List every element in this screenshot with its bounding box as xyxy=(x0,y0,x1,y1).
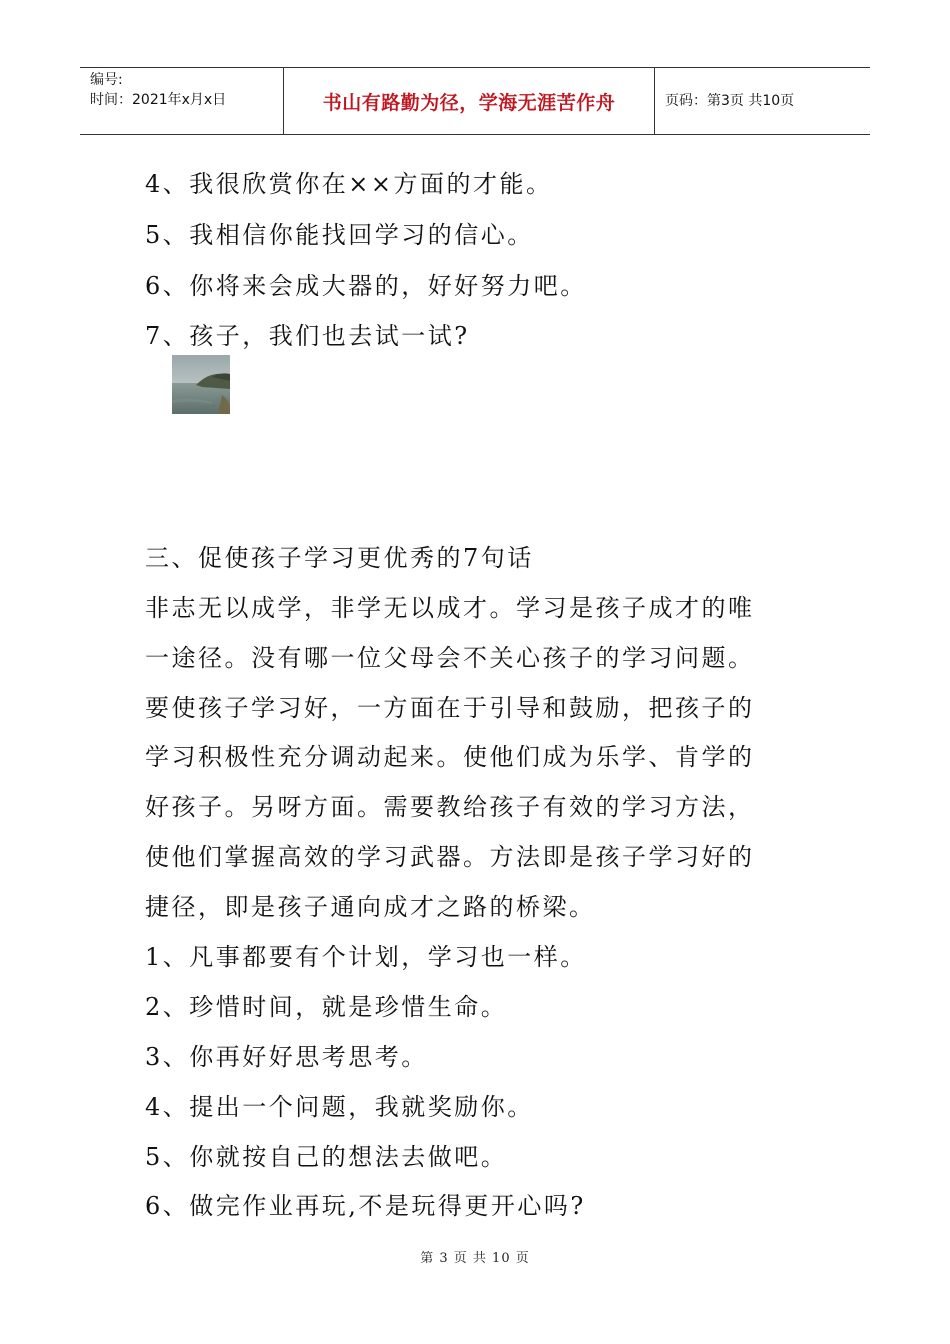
page-footer: 第 3 页 共 10 页 xyxy=(420,1251,530,1266)
header-left-cell xyxy=(80,68,283,134)
paragraph-line: 非志无以成学，非学无以成才。学习是孩子成才的唯 xyxy=(145,594,755,622)
paragraph-line: 一途径。没有哪一位父母会不关心孩子的学习问题。 xyxy=(145,644,755,672)
list-item: 5、你就按自己的想法去做吧。 xyxy=(145,1143,508,1171)
list-item: 4、我很欣赏你在××方面的才能。 xyxy=(145,170,553,198)
page-header xyxy=(80,67,870,135)
list-item: 3、你再好好思考思考。 xyxy=(145,1043,428,1071)
seascape-photo xyxy=(172,355,230,414)
header-right-cell xyxy=(655,68,870,134)
paragraph-line: 学习积极性充分调动起来。使他们成为乐学、肯学的 xyxy=(145,743,755,771)
header-page-label: 页码：第3页 共10页 xyxy=(665,93,795,109)
paragraph-line: 好孩子。另呀方面。需要教给孩子有效的学习方法， xyxy=(145,793,755,821)
list-item: 6、你将来会成大器的，好好努力吧。 xyxy=(145,272,587,300)
header-motto: 书山有路勤为径，学海无涯苦作舟 xyxy=(322,91,616,114)
paragraph-line: 要使孩子学习好，一方面在于引导和鼓励，把孩子的 xyxy=(145,694,755,722)
paragraph-line: 使他们掌握高效的学习武器。方法即是孩子学习好的 xyxy=(145,843,755,871)
list-item: 1、凡事都要有个计划，学习也一样。 xyxy=(145,943,587,971)
list-item: 2、珍惜时间，就是珍惜生命。 xyxy=(145,993,508,1021)
section-title: 三、促使孩子学习更优秀的7句话 xyxy=(145,544,534,572)
list-item: 7、孩子，我们也去试一试? xyxy=(145,322,470,350)
list-item: 5、我相信你能找回学习的信心。 xyxy=(145,221,534,249)
list-item: 6、做完作业再玩,不是玩得更开心吗? xyxy=(145,1192,586,1220)
list-item: 4、提出一个问题，我就奖励你。 xyxy=(145,1093,534,1121)
header-motto-cell xyxy=(283,68,655,134)
document-date-label: 时间：2021年x月x日 xyxy=(90,92,227,108)
paragraph-line: 捷径，即是孩子通向成才之路的桥梁。 xyxy=(145,893,596,921)
document-number-label: 编号: xyxy=(90,72,123,88)
